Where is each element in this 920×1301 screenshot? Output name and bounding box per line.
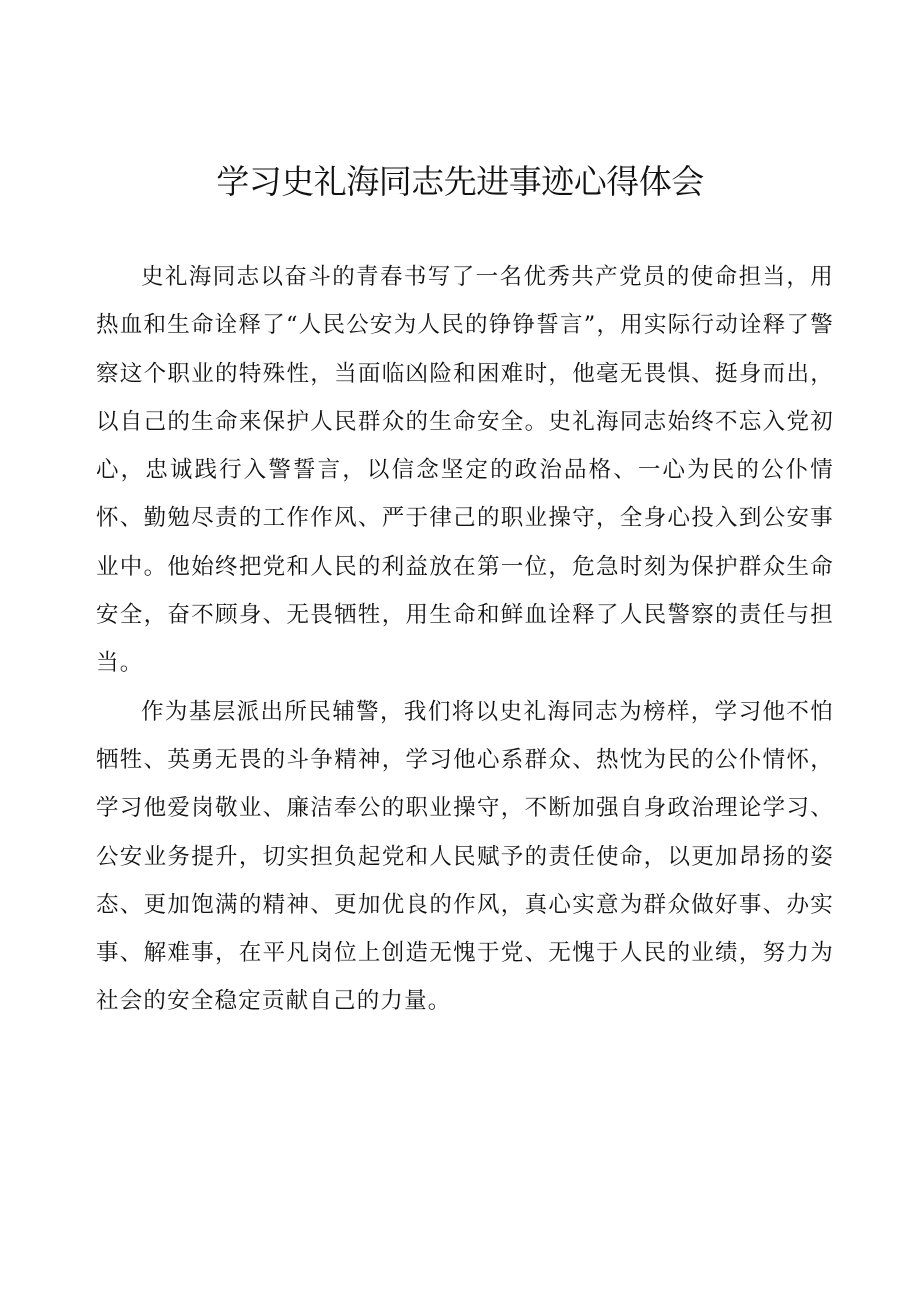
document-title: 学习史礼海同志先进事迹心得体会 — [216, 162, 704, 201]
paragraph-1: 史礼海同志以奋斗的青春书写了一名优秀共产党员的使命担当，用热血和生命诠释了“人民公安为人民的铮铮誓言”，用实际行动诠释了警察这个职业的特殊性，当面临凶险和困难时，他毫无畏惧、挺身而出，以自己的生命来保护人民群众的生命安全。史礼海同志始终不忘入党初心，忠诚践行入警誓言，以信念坚定的政治品格、一心为民的公仆情怀、勤勉尽责的工作作风、严于律己的职业操守，全身心投入到公安事业中。他始终把党和人民的利益放在第一位，危急时刻为保护群众生命安全，奋不顾身、无畏牺牲，用生命和鲜血诠释了人民警察的责任与担当。 — [96, 264, 834, 677]
document-body — [96, 253, 834, 1026]
paragraph-2: 作为基层派出所民辅警，我们将以史礼海同志为榜样，学习他不怕牺牲、英勇无畏的斗争精神，学习他心系群众、热忱为民的公仆情怀，学习他爱岗敬业、廉洁奉公的职业操守，不断加强自身政治理论学习、公安业务提升，切实担负起党和人民赋予的责任使命，以更加昂扬的姿态、更加饱满的精神、更加优良的作风，真心实意为群众做好事、办实事、解难事，在平凡岗位上创造无愧于党、无愧于人民的业绩，努力为社会的安全稳定贡献自己的力量。 — [96, 698, 834, 1015]
